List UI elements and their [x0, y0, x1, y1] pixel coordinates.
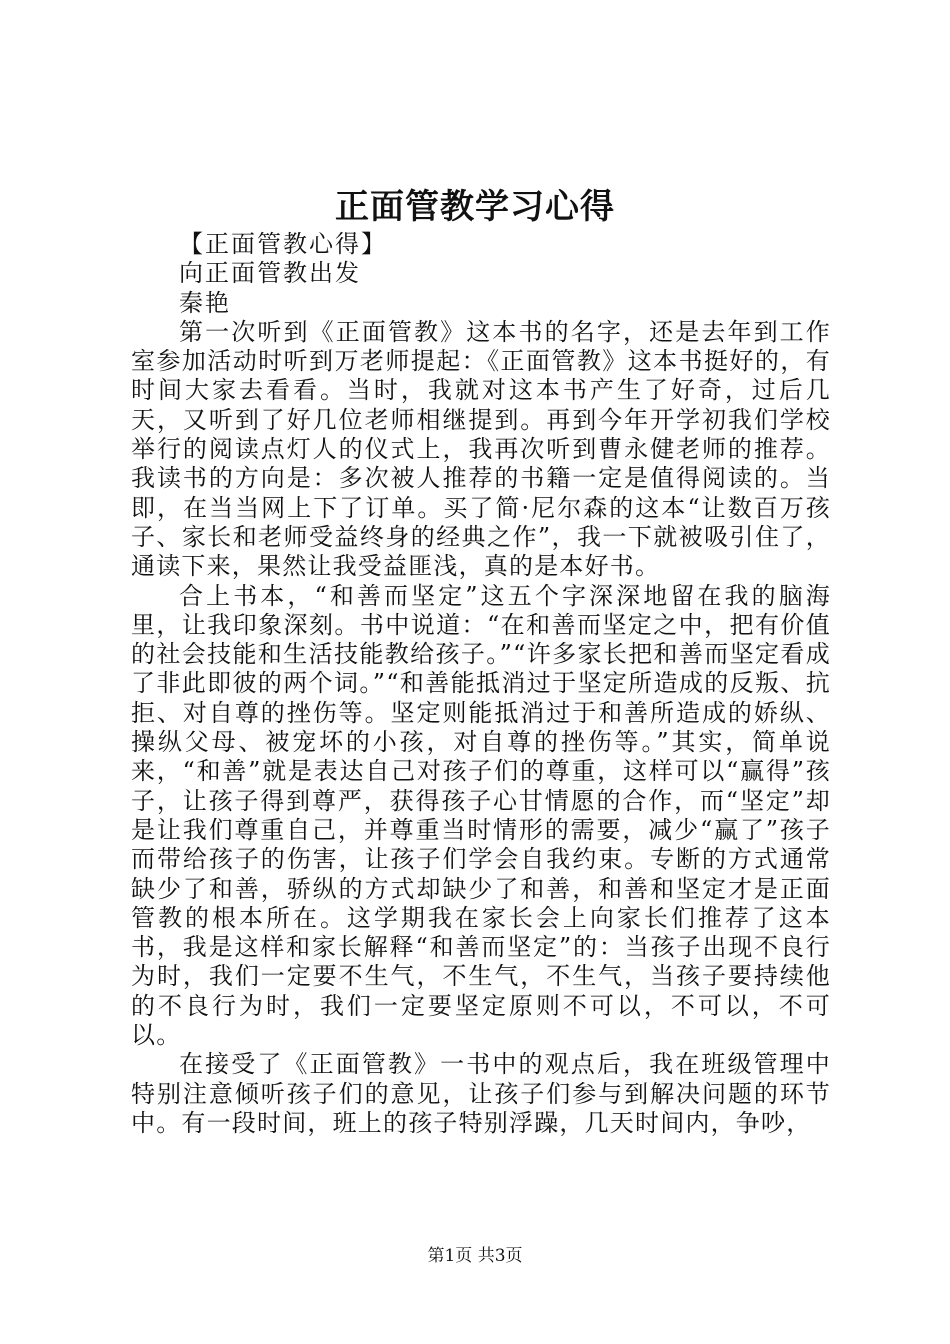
author-name: 秦艳 — [179, 288, 231, 317]
document-title: 正面管教学习心得 — [335, 187, 615, 227]
document-body — [131, 230, 831, 1138]
page-footer: 第1页 共3页 — [427, 1246, 523, 1266]
subtitle: 向正面管教出发 — [179, 259, 361, 288]
paragraph: 第一次听到《正面管教》这本书的名字，还是去年到工作室参加活动时听到万老师提起：《正面管教》这本书挺好的，有时间大家去看看。当时，我就对这本书产生了好奇，过后几天，又听到了好几位老师相继提到。再到今年开学初我们学校举行的阅读点灯人的仪式上，我再次听到曹永健老师的推荐。我读书的方向是：多次被人推荐的书籍一定是值得阅读的。当即，在当当网上下了订单。买了简·尼尔森的这本“让数百万孩子、家长和老师受益终身的经典之作”，我一下就被吸引住了，通读下来，果然让我受益匪浅，真的是本好书。 — [131, 317, 831, 581]
section-label: 【正面管教心得】 — [179, 230, 387, 258]
paragraph: 在接受了《正面管教》一书中的观点后，我在班级管理中特别注意倾听孩子们的意见，让孩子们参与到解决问题的环节中。有一段时间，班上的孩子特别浮躁，几天时间内，争吵， — [131, 1050, 831, 1137]
paragraph: 合上书本，“和善而坚定”这五个字深深地留在我的脑海里，让我印象深刻。书中说道：“在和善而坚定之中，把有价值的社会技能和生活技能教给孩子。”“许多家长把和善而坚定看成了非此即彼的两个词。”“和善能抵消过于坚定所造成的反叛、抗拒、对自尊的挫伤等。坚定则能抵消过于和善所造成的娇纵、操纵父母、被宠坏的小孩，对自尊的挫伤等。”其实，简单说来，“和善”就是表达自己对孩子们的尊重，这样可以“赢得”孩子，让孩子得到尊严，获得孩子心甘情愿的合作，而“坚定”却是让我们尊重自己，并尊重当时情形的需要，减少“赢了”孩子而带给孩子的伤害，让孩子们学会自我约束。专断的方式通常缺少了和善，骄纵的方式却缺少了和善，和善和坚定才是正面管教的根本所在。这学期我在家长会上向家长们推荐了这本书，我是这样和家长解释“和善而坚定”的：当孩子出现不良行为时，我们一定要不生气，不生气，不生气，当孩子要持续他的不良行为时，我们一定要坚定原则不可以，不可以，不可以。 — [131, 581, 831, 1050]
